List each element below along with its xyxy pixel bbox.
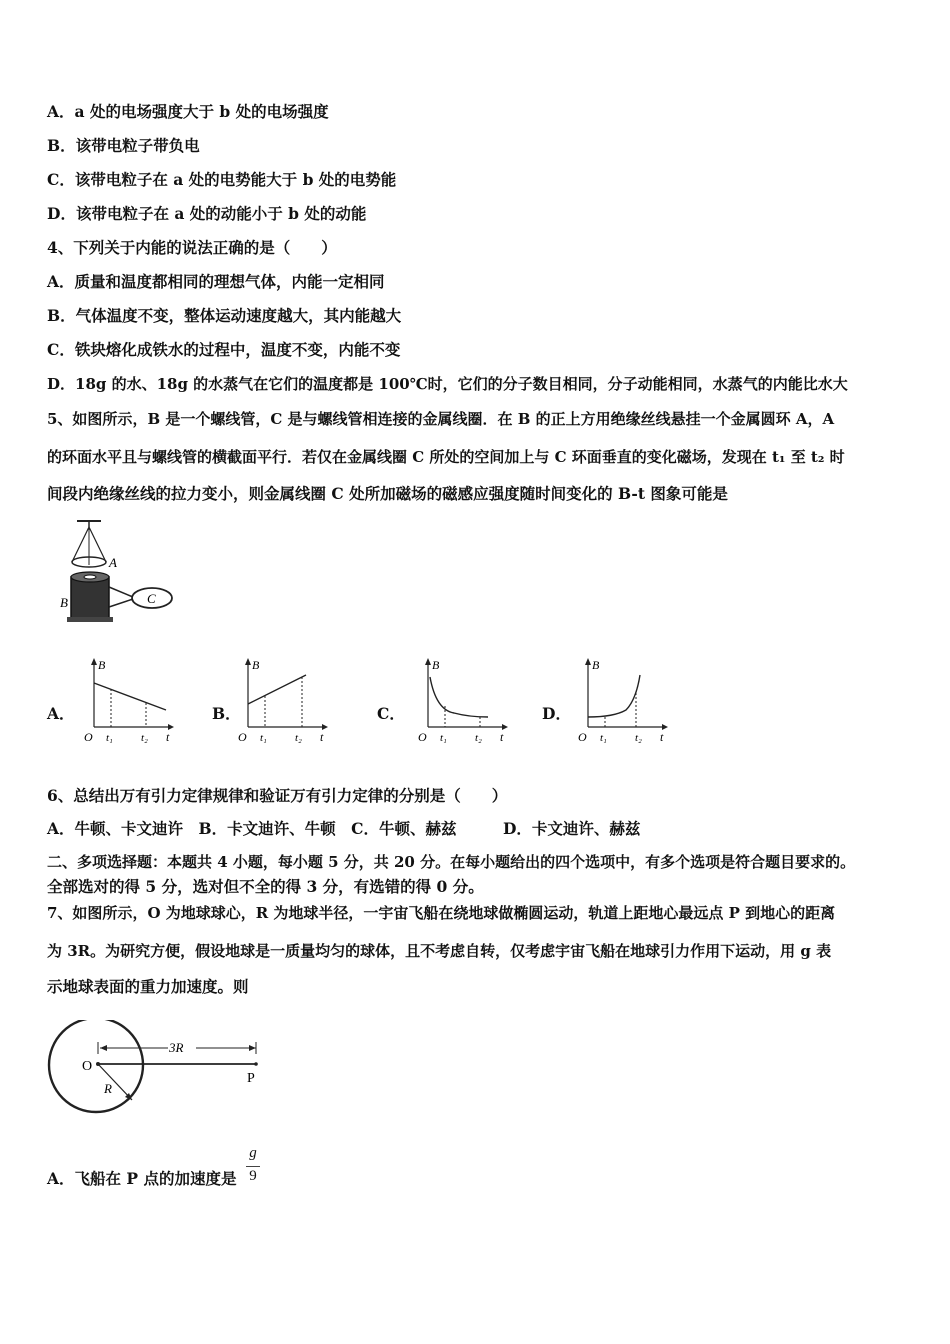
svg-text:B: B (592, 658, 600, 672)
q3-option-d: D．该带电粒子在 a 处的动能小于 b 处的动能 (47, 204, 367, 223)
svg-text:O: O (84, 730, 93, 744)
q5-stem-line3: 间段内绝缘丝线的拉力变小，则金属线圈 C 处所加磁场的磁感应强度随时间变化的 B-t 图象可能是 (47, 484, 728, 503)
q7-option-a: A．飞船在 P 点的加速度是 (47, 1169, 237, 1188)
coil-label-c: C (147, 591, 156, 606)
q4-option-d: D．18g 的水、18g 的水蒸气在它们的温度都是 100℃时，它们的分子数目相同，分子动能相同，水蒸气的内能比水大 (47, 375, 848, 393)
solenoid-label-b: B (60, 595, 68, 610)
svg-text:t: t (660, 730, 664, 744)
graph-b-increasing-line (234, 655, 334, 745)
section2-line1: 二、多项选择题：本题共 4 小题，每小题 5 分，共 20 分。在每小题给出的四个选项中，有多个选项是符合题目要求的。 (47, 853, 856, 871)
svg-text:t₂: t₂ (635, 732, 642, 744)
graph-option-b-label: B． (212, 704, 241, 723)
q7-stem-line2: 为 3R。为研究方便，假设地球是一质量均匀的球体，且不考虑自转，仅考虑宇宙飞船在地球引力作用下运动，用 g 表 (47, 942, 832, 960)
graph-option-a-label: A． (47, 704, 75, 723)
svg-text:t₁: t₁ (440, 732, 447, 744)
solenoid-figure (55, 515, 185, 630)
svg-text:B: B (432, 658, 440, 672)
graph-c-decaying-curve (414, 655, 514, 745)
svg-text:t₂: t₂ (475, 732, 482, 744)
q4-option-b: B．气体温度不变，整体运动速度越大，其内能越大 (47, 306, 402, 325)
q6-options: A．牛顿、卡文迪许 B．卡文迪许、牛顿 C．牛顿、赫兹 D．卡文迪许、赫兹 (47, 819, 641, 838)
svg-text:t₁: t₁ (600, 732, 607, 744)
graph-a-decreasing-line (80, 655, 180, 745)
svg-text:O: O (578, 730, 587, 744)
section2-line2: 全部选对的得 5 分，选对但不全的得 3 分，有选错的得 0 分。 (47, 877, 484, 896)
q3-option-a: A．a 处的电场强度大于 b 处的电场强度 (47, 102, 329, 121)
svg-text:t₁: t₁ (106, 732, 113, 744)
q4-stem: 4、下列关于内能的说法正确的是（ ） (47, 238, 337, 257)
q6-stem: 6、总结出万有引力定律规律和验证万有引力定律的分别是（ ） (47, 786, 508, 805)
earth-orbit-figure (40, 1020, 280, 1120)
svg-text:O: O (418, 730, 427, 744)
graph-option-c-label: C． (377, 704, 405, 723)
q7-stem-line1: 7、如图所示，O 为地球球心，R 为地球半径，一宇宙飞船在绕地球做椭圆运动，轨道上距地心最远点 P 到地心的距离 (47, 904, 836, 922)
svg-text:t: t (320, 730, 324, 744)
distance-label-3r: 3R (169, 1040, 184, 1055)
svg-text:B: B (98, 658, 106, 672)
q3-option-c: C．该带电粒子在 a 处的电势能大于 b 处的电势能 (47, 170, 397, 189)
svg-text:t: t (166, 730, 170, 744)
q5-stem-line1: 5、如图所示，B 是一个螺线管，C 是与螺线管相连接的金属线圈．在 B 的正上方用绝缘丝线悬挂一个金属圆环 A，A (47, 410, 835, 428)
radius-label-r: R (104, 1081, 112, 1096)
svg-text:t₁: t₁ (260, 732, 267, 744)
fraction-bar (246, 1166, 260, 1167)
q4-option-c: C．铁块熔化成铁水的过程中，温度不变，内能不变 (47, 340, 401, 359)
q4-option-a: A．质量和温度都相同的理想气体，内能一定相同 (47, 272, 385, 291)
center-label-o: O (82, 1059, 93, 1074)
fraction-numerator: g (249, 1145, 257, 1161)
fraction-denominator: 9 (249, 1168, 257, 1184)
svg-text:O: O (238, 730, 247, 744)
q5-stem-line2: 的环面水平且与螺线管的横截面平行．若仅在金属线圈 C 所处的空间加上与 C 环面垂直的变化磁场，发现在 t₁ 至 t₂ 时 (47, 448, 845, 466)
graph-option-d-label: D． (542, 704, 571, 723)
graph-d-growing-curve (574, 655, 674, 745)
q3-option-b: B．该带电粒子带负电 (47, 136, 200, 155)
svg-text:t₂: t₂ (295, 732, 302, 744)
svg-text:B: B (252, 658, 260, 672)
svg-text:t₂: t₂ (141, 732, 148, 744)
q7-stem-line3: 示地球表面的重力加速度。则 (47, 977, 249, 996)
svg-text:t: t (500, 730, 504, 744)
point-label-p: P (247, 1071, 255, 1086)
ring-label-a: A (109, 555, 117, 570)
